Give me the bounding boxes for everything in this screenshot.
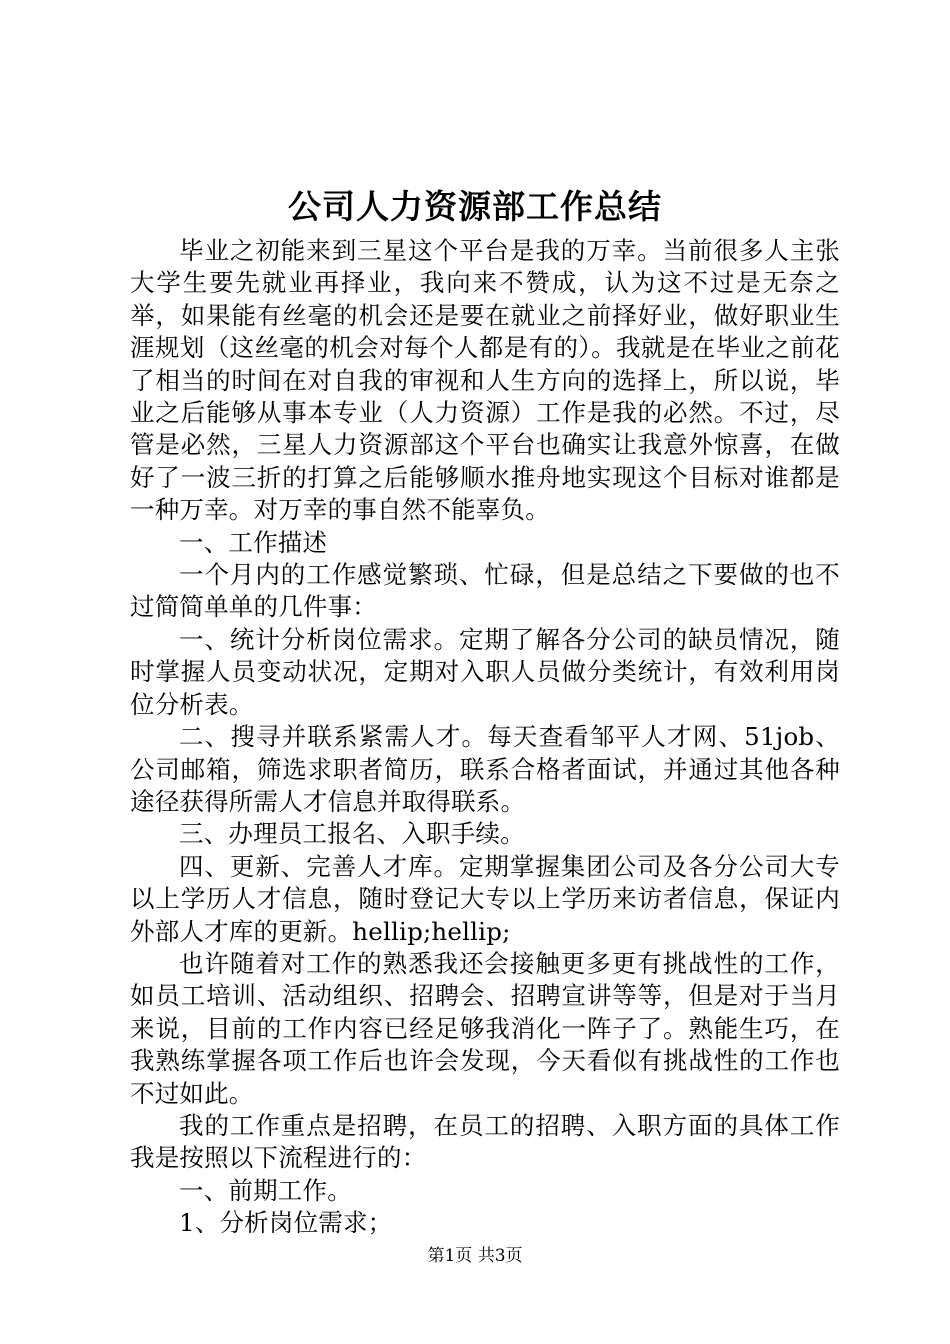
section-heading-work-description: 一、工作描述 [179,527,328,557]
paragraph-task-4: 四、更新、完善人才库。定期掌握集团公司及各分公司大专以上学历人才信息，随时登记大专以上学历来访者信息，保证内外部人才库的更新。hellip;hellip; [130,851,840,946]
paragraph-task-1: 一、统计分析岗位需求。定期了解各分公司的缺员情况，随时掌握人员变动状况，定期对入职人员做分类统计，有效利用岗位分析表。 [130,624,840,719]
section-heading-preliminary-work: 一、前期工作。 [179,1175,352,1205]
list-item-analyze-needs: 1、分析岗位需求； [179,1208,393,1238]
paragraph-recruitment-focus: 我的工作重点是招聘，在员工的招聘、入职方面的具体工作我是按照以下流程进行的： [130,1110,840,1173]
document-title: 公司人力资源部工作总结 [288,187,662,226]
document-body [130,235,840,1240]
paragraph-work-summary: 一个月内的工作感觉繁琐、忙碌，但是总结之下要做的也不过简简单单的几件事： [130,560,840,622]
paragraph-task-2: 二、搜寻并联系紧需人才。每天查看邹平人才网、51job、公司邮箱，筛选求职者简历，联系合格者面试，并通过其他各种途径获得所需人才信息并取得联系。 [130,722,840,816]
paragraph-intro: 毕业之初能来到三星这个平台是我的万幸。当前很多人主张大学生要先就业再择业，我向来不赞成，认为这不过是无奈之举，如果能有丝毫的机会还是要在就业之前择好业，做好职业生涯规划（这丝毫的机会对每个人都是有的）。我就是在毕业之前花了相当的时间在对自我的审视和人生方向的选择上，所以说，毕业之后能够从事本专业（人力资源）工作是我的必然。不过，尽管是必然，三星人力资源部这个平台也确实让我意外惊喜，在做好了一波三折的打算之后能够顺水推舟地实现这个目标对谁都是一种万幸。对万幸的事自然不能辜负。 [130,236,840,525]
paragraph-task-3: 三、办理员工报名、入职手续。 [179,819,525,849]
paragraph-future-work: 也许随着对工作的熟悉我还会接触更多更有挑战性的工作，如员工培训、活动组织、招聘会、招聘宣讲等等，但是对于当月来说，目前的工作内容已经足够我消化一阵子了。熟能生巧，在我熟练掌握各项工作后也许会发现，今天看似有挑战性的工作也不过如此。 [130,948,840,1108]
page-number-footer: 第1页 共3页 [427,1246,523,1266]
